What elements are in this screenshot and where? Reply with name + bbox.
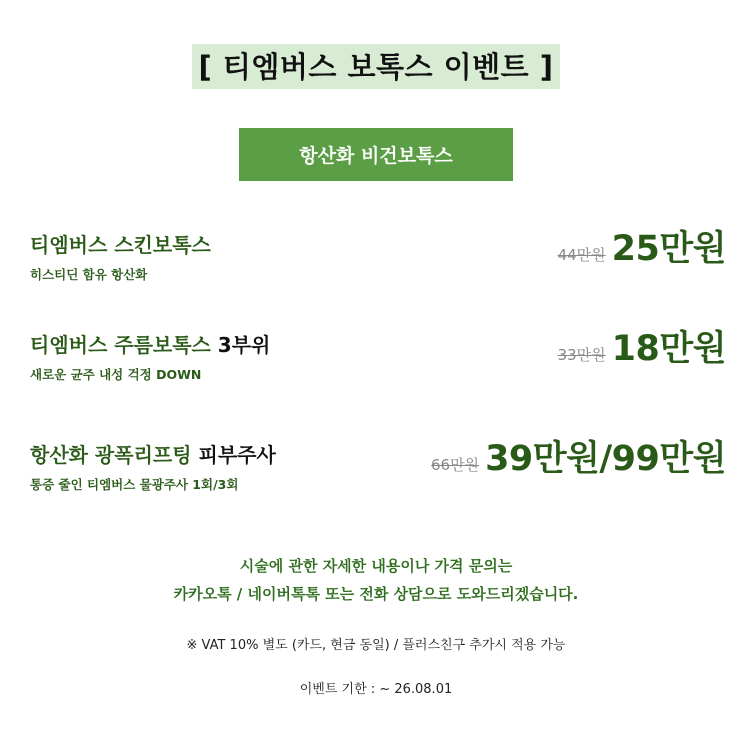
item-description: 새로운 균주 내성 걱정 DOWN <box>30 367 202 382</box>
sale-price: 25만원 <box>611 229 726 269</box>
event-title: [ 티엠버스 보톡스 이벤트 ] <box>192 44 559 89</box>
vat-note: ※ VAT 10% 별도 (카드, 현금 동일) / 플러스친구 추가시 적용 가능 <box>186 638 566 653</box>
item-price <box>558 321 726 371</box>
item-name-suffix: 피부주사 <box>191 443 276 467</box>
price-item-skin-injection <box>30 439 726 493</box>
original-price: 44만원 <box>557 246 606 264</box>
item-name-suffix: 3부위 <box>210 333 271 357</box>
item-price <box>431 431 726 481</box>
item-description: 통증 줄인 티엠버스 물광주사 1회/3회 <box>30 477 239 492</box>
price-item-skin-botox <box>30 229 726 283</box>
notice-line-1: 시술에 관한 자세한 내용이나 가격 문의는 <box>239 557 513 575</box>
consultation-notice <box>0 552 752 608</box>
sale-price: 39만원/99만원 <box>485 439 726 479</box>
original-price: 66만원 <box>430 456 480 474</box>
category-banner: 항산화 비건보톡스 <box>239 128 513 181</box>
sale-price: 18만원 <box>611 329 726 369</box>
original-price: 33만원 <box>557 346 606 364</box>
event-period: 이벤트 기한 : ~ 26.08.01 <box>299 682 453 697</box>
notice-line-2: 카카오톡 / 네이버톡톡 또는 전화 상담으로 도와드리겠습니다. <box>173 585 579 603</box>
title-wrapper <box>0 44 752 89</box>
item-name-main: 티엠버스 주름보톡스 <box>30 333 211 357</box>
price-item-wrinkle-botox <box>30 329 726 383</box>
item-price <box>558 221 726 271</box>
item-name-main: 티엠버스 스킨보톡스 <box>30 233 211 257</box>
item-description: 히스티딘 함유 항산화 <box>30 267 148 282</box>
item-name-main: 항산화 광폭리프팅 <box>30 443 192 467</box>
